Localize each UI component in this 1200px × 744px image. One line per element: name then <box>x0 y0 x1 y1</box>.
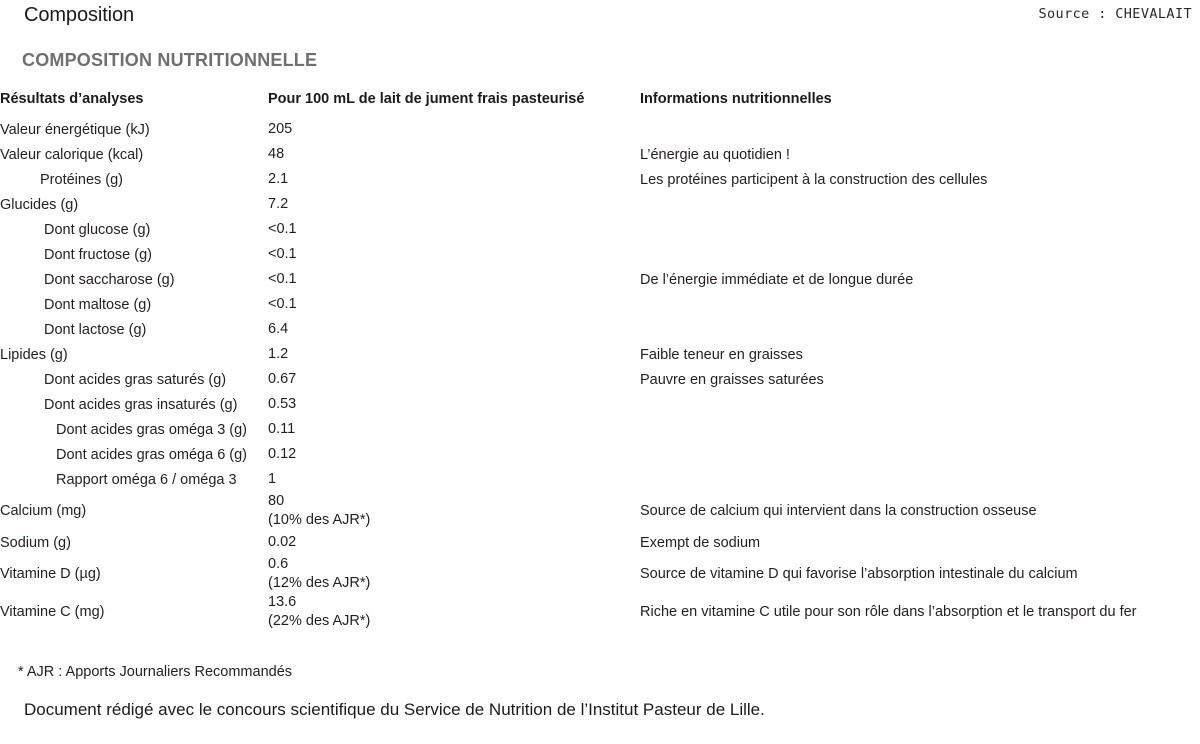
row-label: Dont acides gras oméga 3 (g) <box>56 421 248 438</box>
row-nutrition-info <box>640 467 1200 492</box>
row-value-main: 1.2 <box>268 346 289 362</box>
row-value-main: 7.2 <box>268 196 289 212</box>
table-row <box>0 117 1200 142</box>
row-value <box>268 367 640 392</box>
row-value-main: 0.67 <box>268 371 297 387</box>
row-value <box>268 467 640 492</box>
row-value <box>268 555 640 593</box>
row-nutrition-info: Riche en vitamine C utile pour son rôle dans l’absorption et le transport du fer <box>640 604 1137 620</box>
column-header-per-100ml: Pour 100 mL de lait de jument frais pasteurisé <box>268 91 585 107</box>
row-value <box>268 142 640 167</box>
row-value-main: 0.02 <box>268 534 297 550</box>
row-value-ajr: (10% des AJR*) <box>268 512 371 528</box>
table-row <box>0 593 1200 631</box>
row-nutrition-info: Exempt de sodium <box>640 534 761 551</box>
table-row <box>0 167 1200 192</box>
table-row <box>0 142 1200 167</box>
row-nutrition-info: Les protéines participent à la construction des cellules <box>640 171 988 188</box>
table-row <box>0 392 1200 417</box>
row-nutrition-info <box>640 442 1200 467</box>
row-value-main: <0.1 <box>268 296 297 312</box>
row-label: Dont acides gras insaturés (g) <box>44 396 238 413</box>
row-value <box>268 492 640 530</box>
row-value-main: 2.1 <box>268 171 289 187</box>
row-nutrition-info: Pauvre en graisses saturées <box>640 371 824 388</box>
row-label: Vitamine C (mg) <box>0 604 105 620</box>
row-value-main: 13.6 <box>268 594 297 610</box>
row-value-ajr: (12% des AJR*) <box>268 575 371 591</box>
table-row <box>0 367 1200 392</box>
table-header-row <box>0 91 1200 117</box>
table-row <box>0 492 1200 530</box>
row-nutrition-info: De l’énergie immédiate et de longue durée <box>640 271 914 288</box>
row-value <box>268 392 640 417</box>
row-value-main: 0.11 <box>268 421 296 437</box>
row-nutrition-info: Source de calcium qui intervient dans la construction osseuse <box>640 503 1037 519</box>
row-label: Vitamine D (µg) <box>0 566 101 582</box>
table-row <box>0 342 1200 367</box>
table-header <box>0 91 1200 117</box>
row-label: Valeur calorique (kcal) <box>0 146 144 163</box>
row-nutrition-info <box>640 117 1200 142</box>
row-value-main: 0.6 <box>268 556 289 572</box>
table-row <box>0 417 1200 442</box>
row-value <box>268 117 640 142</box>
row-label: Glucides (g) <box>0 196 79 213</box>
page-title: Composition <box>24 4 135 26</box>
row-nutrition-info <box>640 217 1200 242</box>
row-value <box>268 417 640 442</box>
table-row <box>0 317 1200 342</box>
column-header-results: Résultats d’analyses <box>0 91 144 107</box>
row-value-main: 205 <box>268 121 293 137</box>
row-value-main: <0.1 <box>268 246 297 262</box>
row-value <box>268 342 640 367</box>
row-value <box>268 530 640 555</box>
table-row <box>0 267 1200 292</box>
row-nutrition-info <box>640 317 1200 342</box>
row-value <box>268 442 640 467</box>
row-nutrition-info <box>640 242 1200 267</box>
row-value <box>268 167 640 192</box>
row-value <box>268 593 640 631</box>
row-value <box>268 292 640 317</box>
row-value <box>268 242 640 267</box>
row-value <box>268 217 640 242</box>
row-label: Dont acides gras oméga 6 (g) <box>56 446 248 463</box>
row-value-main: 1 <box>268 471 277 487</box>
row-label: Dont acides gras saturés (g) <box>44 371 227 388</box>
row-value-main: <0.1 <box>268 271 297 287</box>
document-credit: Document rédigé avec le concours scientifique du Service de Nutrition de l’Institut Pasteur de Lille. <box>24 700 765 719</box>
nutrition-table <box>0 91 1200 631</box>
row-value-main: <0.1 <box>268 221 297 237</box>
table-row <box>0 192 1200 217</box>
row-value-main: 6.4 <box>268 321 289 337</box>
row-value-ajr: (22% des AJR*) <box>268 613 371 629</box>
row-nutrition-info: Source de vitamine D qui favorise l’absorption intestinale du calcium <box>640 566 1078 582</box>
row-label: Dont saccharose (g) <box>44 271 175 288</box>
row-value-main: 0.53 <box>268 396 297 412</box>
row-value-main: 0.12 <box>268 446 297 462</box>
source-label: Source : CHEVALAIT <box>1038 6 1192 22</box>
section-heading: COMPOSITION NUTRITIONNELLE <box>22 50 318 70</box>
table-row <box>0 242 1200 267</box>
row-label: Dont fructose (g) <box>44 246 152 263</box>
row-label: Dont glucose (g) <box>44 221 151 238</box>
row-label: Sodium (g) <box>0 534 71 551</box>
row-label: Valeur énergétique (kJ) <box>0 121 150 138</box>
row-label: Lipides (g) <box>0 346 68 363</box>
top-bar <box>0 0 1200 34</box>
table-row <box>0 292 1200 317</box>
row-value <box>268 267 640 292</box>
row-nutrition-info <box>640 292 1200 317</box>
row-nutrition-info <box>640 417 1200 442</box>
row-nutrition-info: Faible teneur en graisses <box>640 346 803 363</box>
ajr-footnote: * AJR : Apports Journaliers Recommandés <box>18 664 293 680</box>
table-row <box>0 217 1200 242</box>
table-row <box>0 442 1200 467</box>
row-label: Protéines (g) <box>40 171 124 188</box>
row-label: Rapport oméga 6 / oméga 3 <box>56 471 237 488</box>
row-nutrition-info: L’énergie au quotidien ! <box>640 146 790 163</box>
row-nutrition-info <box>640 392 1200 417</box>
row-value <box>268 317 640 342</box>
table-row <box>0 555 1200 593</box>
row-value-main: 48 <box>268 146 285 162</box>
row-nutrition-info <box>640 192 1200 217</box>
row-value <box>268 192 640 217</box>
row-label: Dont lactose (g) <box>44 321 147 338</box>
table-row <box>0 530 1200 555</box>
table-row <box>0 467 1200 492</box>
column-header-nutrition-info: Informations nutritionnelles <box>640 91 832 107</box>
row-label: Calcium (mg) <box>0 503 87 519</box>
table-body <box>0 117 1200 631</box>
row-label: Dont maltose (g) <box>44 296 152 313</box>
row-value-main: 80 <box>268 493 285 509</box>
